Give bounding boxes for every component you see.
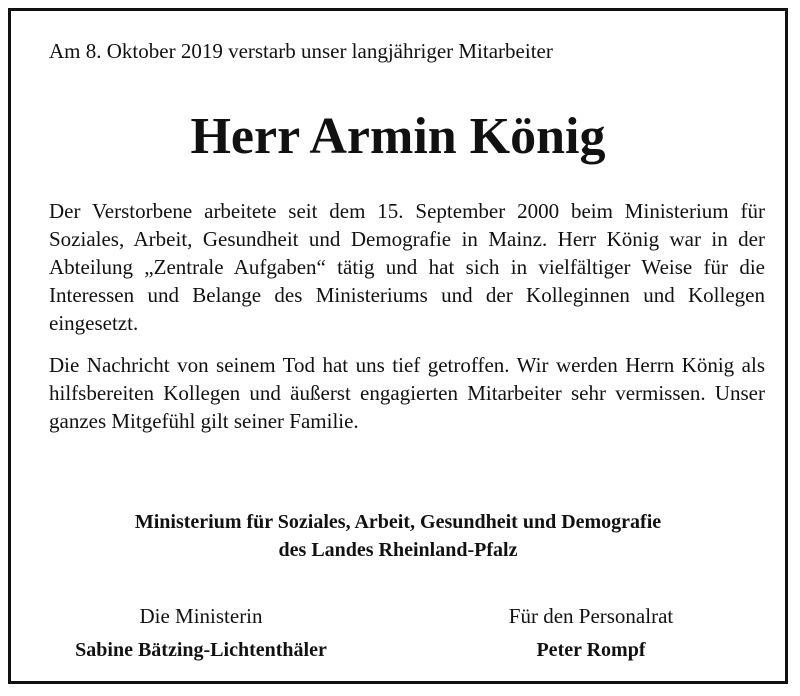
organization-name: Ministerium für Soziales, Arbeit, Gesundheit und Demografie [134, 511, 662, 533]
intro-line: Am 8. Oktober 2019 verstarb unser langjähriger Mitarbeiter [49, 39, 553, 63]
organization-block [11, 508, 785, 564]
paragraph-career: Der Verstorbene arbeitete seit dem 15. September 2000 beim Ministerium für Soziales, Arbeit, Gesundheit und Demografie in Mainz. Herr König war in der Abteilung „Zentrale Aufgaben“ tätig und hat sich in vielfältiger Weise für die Interessen und Belange des Ministeriums und der Kolleginnen und Kollegen eingesetzt. [49, 199, 765, 335]
organization-state: des Landes Rheinland-Pfalz [278, 539, 518, 561]
deceased-name: Herr Armin König [190, 108, 606, 165]
paragraph-condolence: Die Nachricht von seinem Tod hat uns tief getroffen. Wir werden Herrn König als hilfsbereiten Kollegen und äußerst engagierten Mitarbeiter sehr vermissen. Unser ganzes Mitgefühl gilt seiner Familie. [49, 353, 765, 433]
obituary-notice [8, 8, 788, 684]
signatory-staff-council [421, 602, 761, 664]
signatory-minister [31, 602, 371, 664]
signatory-role: Die Ministerin [139, 604, 263, 628]
signatory-role: Für den Personalrat [508, 604, 674, 628]
signatory-name: Sabine Bätzing-Lichtenthäler [75, 639, 327, 661]
signatory-name: Peter Rompf [536, 639, 646, 661]
